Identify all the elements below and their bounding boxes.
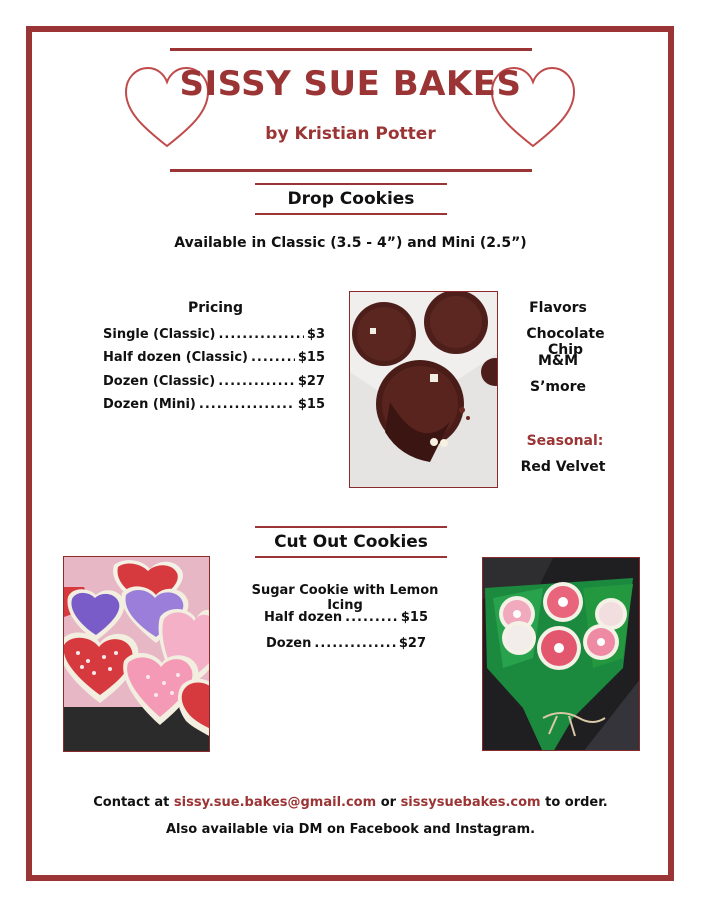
leader-dots (251, 350, 295, 365)
contact-line (0, 795, 701, 810)
price-value: $15 (400, 610, 428, 625)
contact-prefix: Contact at (93, 795, 170, 810)
leader-dots (218, 327, 303, 342)
brand-title: SISSY SUE BAKES (179, 64, 522, 104)
cutout-price-row (264, 610, 428, 625)
price-row (103, 350, 325, 365)
price-label: Dozen (Classic) (103, 374, 216, 389)
leader-dots (199, 397, 295, 412)
drop-title-top-rule (255, 183, 447, 185)
drop-title-bottom-rule (255, 213, 447, 215)
price-value: $15 (297, 397, 325, 412)
price-value: $27 (398, 636, 426, 651)
heart-cookies-photo (63, 556, 210, 752)
flower-bouquet-photo (482, 557, 640, 751)
price-row (103, 327, 325, 342)
flavors-heading: Flavors (529, 300, 587, 316)
email-link[interactable]: sissy.sue.bakes@gmail.com (173, 795, 377, 810)
drop-cookies-photo (349, 291, 498, 488)
contact-suffix: to order. (545, 795, 608, 810)
cutout-price-row (266, 636, 426, 651)
header-bottom-rule (170, 169, 532, 172)
price-label: Dozen (266, 636, 312, 651)
header-top-rule (170, 48, 532, 51)
byline: by Kristian Potter (265, 124, 436, 144)
price-value: $3 (306, 327, 325, 342)
price-label: Half dozen (Classic) (103, 350, 248, 365)
price-value: $15 (297, 350, 325, 365)
leader-dots (314, 636, 395, 651)
seasonal-item: Red Velvet (520, 459, 606, 475)
flavor-item: S’more (529, 379, 586, 395)
price-row (103, 397, 325, 412)
price-label: Single (Classic) (103, 327, 216, 342)
cutout-cookies-title: Cut Out Cookies (274, 532, 428, 552)
website-link[interactable]: sissysuebakes.com (400, 795, 541, 810)
cutout-title-bottom-rule (255, 556, 447, 558)
cutout-description: Sugar Cookie with Lemon Icing (251, 583, 439, 613)
contact-or: or (380, 795, 397, 810)
drop-cookies-title: Drop Cookies (287, 189, 415, 209)
seasonal-heading: Seasonal: (526, 433, 604, 449)
drop-sizes: Available in Classic (3.5 - 4”) and Mini (2.5”) (174, 235, 527, 251)
flavor-item: Chocolate Chip (526, 326, 605, 358)
price-value: $27 (297, 374, 325, 389)
price-label: Half dozen (264, 610, 343, 625)
social-line: Also available via DM on Facebook and Instagram. (165, 822, 536, 837)
pricing-heading: Pricing (188, 300, 244, 316)
price-label: Dozen (Mini) (103, 397, 196, 412)
cutout-title-top-rule (255, 526, 447, 528)
price-row (103, 374, 325, 389)
leader-dots (218, 374, 295, 389)
flavor-item: M&M (537, 353, 579, 369)
leader-dots (345, 610, 398, 625)
